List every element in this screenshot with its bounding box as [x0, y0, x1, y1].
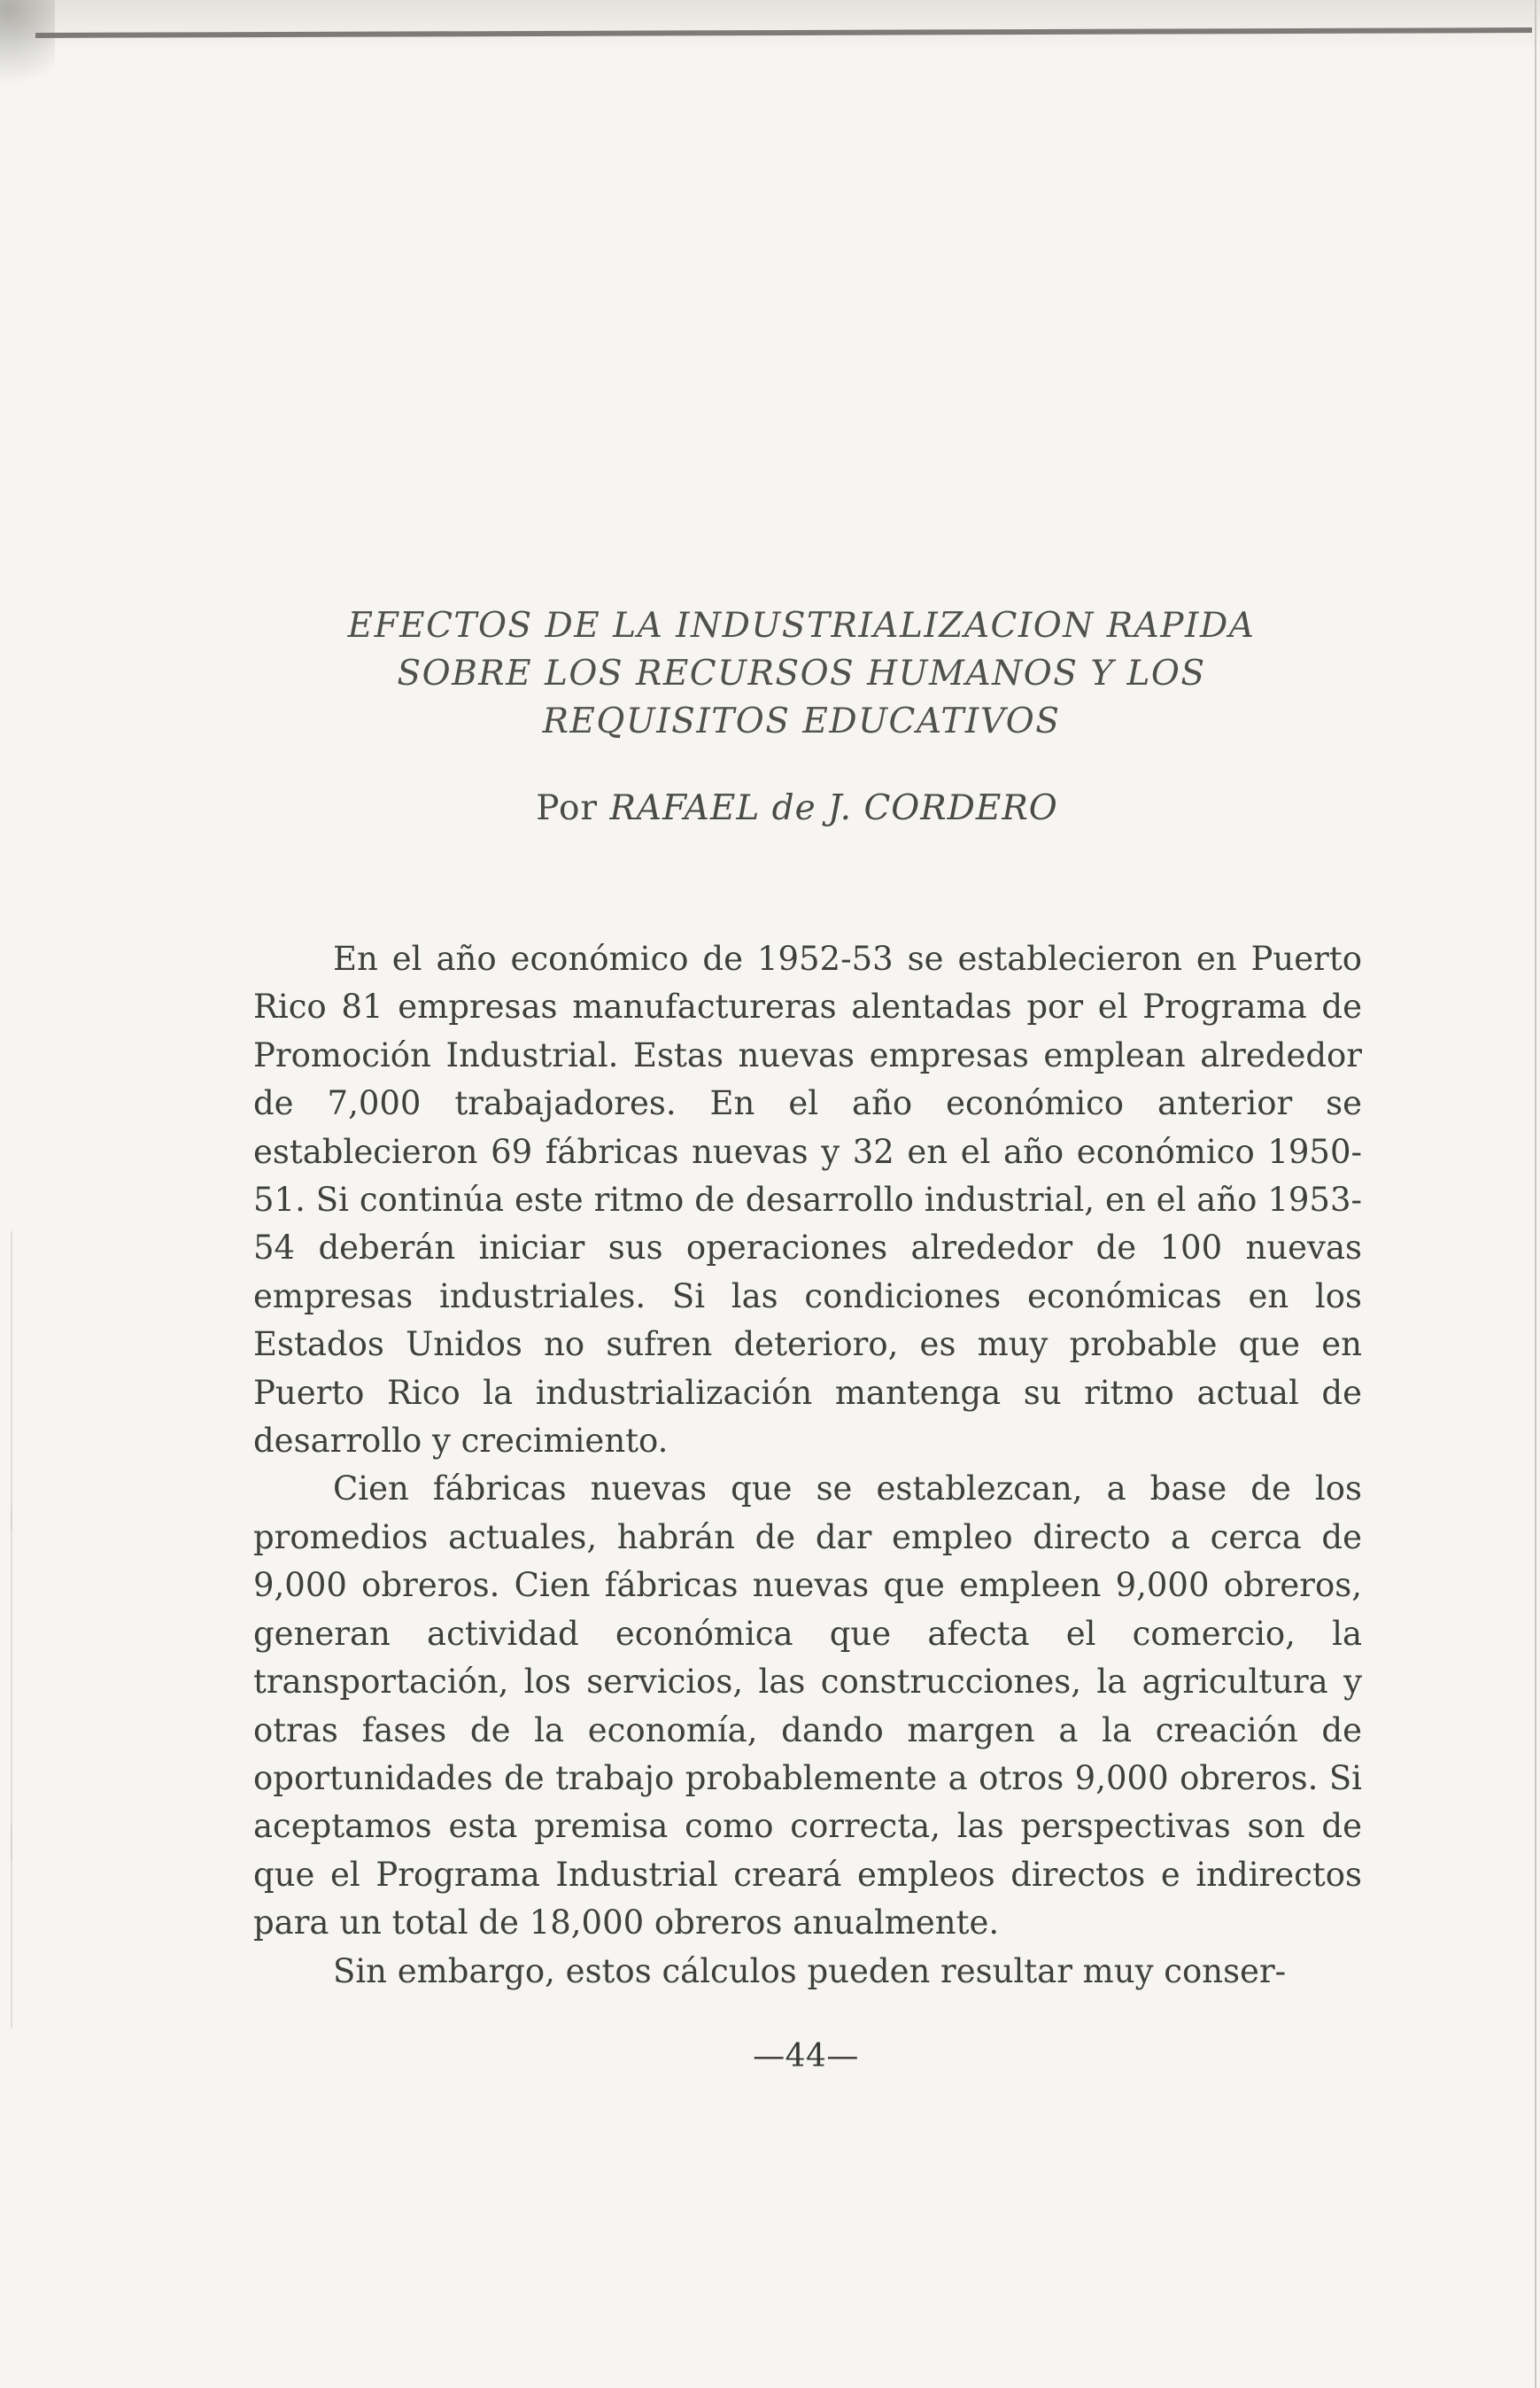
scan-mark	[11, 1506, 12, 1531]
right-page-edge	[1535, 0, 1536, 2388]
article-title-line-3: REQUISITOS EDUCATIVOS	[542, 702, 1061, 741]
body-paragraph-1: En el año económico de 1952-53 se establecieron en Puerto Rico 81 empresas manufactureras alentadas por el Programa de Promoción Industrial. Estas nuevas empresas emplean alrededor de 7,000 trabajadores. En el año económico anterior se establecieron 69 fábricas nuevas y 32 en el año económico 1950-51. Si continúa este ritmo de desarrollo industrial, en el año 1953-54 deberán iniciar sus operaciones alrededor de 100 nuevas empresas industriales. Si las condiciones económicas en los Estados Unidos no sufren deterioro, es muy probable que en Puerto Rico la industrialización mantenga su ritmo actual de desarrollo y crecimiento.	[253, 940, 1362, 1461]
article-title-line-1: EFECTOS DE LA INDUSTRIALIZACION RAPIDA	[347, 606, 1256, 646]
article-body	[253, 935, 1362, 1996]
page-number: —44—	[753, 2038, 859, 2074]
article-title	[310, 602, 1293, 746]
byline-prefix: Por	[536, 788, 599, 828]
author-name: RAFAEL de J. CORDERO	[609, 788, 1058, 828]
top-page-shadow	[0, 0, 1540, 51]
body-paragraph-3: Sin embargo, estos cálculos pueden resultar muy conser-	[333, 1951, 1287, 1990]
scan-mark	[11, 1825, 12, 1862]
left-page-edge	[11, 1231, 12, 2028]
corner-scan-smudge	[0, 0, 55, 106]
body-paragraph-2: Cien fábricas nuevas que se establezcan, a base de los promedios actuales, habrán de dar empleo directo a cerca de 9,000 obreros. Cien fábricas nuevas que empleen 9,000 obreros, generan actividad económica que afecta el comercio, la transportación, los servicios, las construcciones, la agricultura y otras fases de la economía, dando margen a la creación de oportunidades de trabajo probablemente a otros 9,000 obreros. Si aceptamos esta premisa como correcta, las perspectivas son de que el Programa Industrial creará empleos directos e indirectos para un total de 18,000 obreros anualmente.	[253, 1469, 1362, 1942]
article-title-line-2: SOBRE LOS RECURSOS HUMANOS Y LOS	[397, 654, 1206, 694]
author-byline	[443, 785, 1151, 833]
